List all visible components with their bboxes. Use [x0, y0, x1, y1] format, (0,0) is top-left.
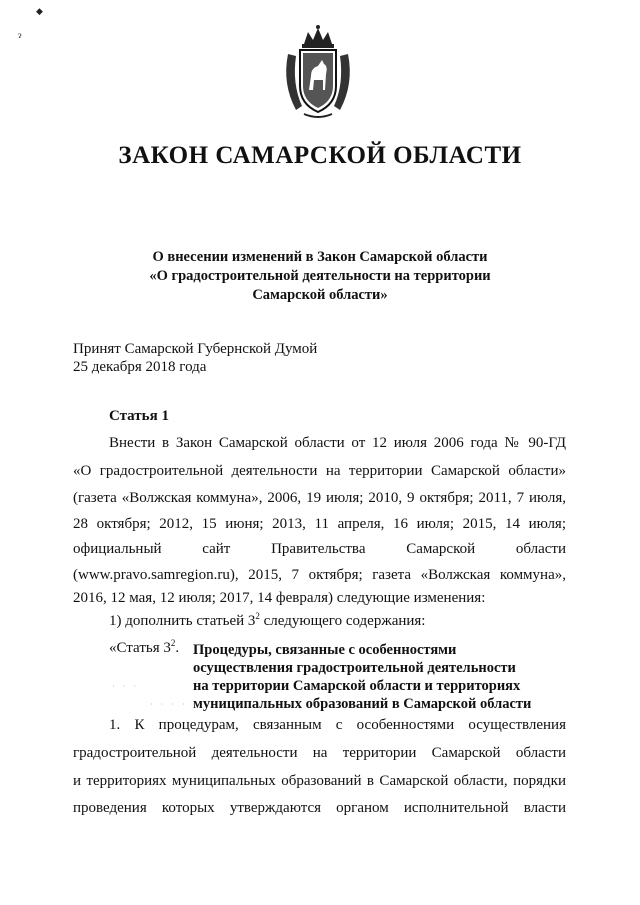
article-1-line: 28 октября; 2012, 15 июня; 2013, 11 апреля, 16 июля; 2015, 14 июля;: [73, 516, 566, 532]
amendment-text: 1) дополнить статьей 3: [109, 613, 256, 629]
article-3-2-line: градостроительной деятельности на территории Самарской области: [73, 745, 566, 761]
article-title-line: Процедуры, связанные с особенностями: [193, 642, 457, 658]
article-3-2-label: [109, 640, 179, 657]
article-3-2-line: проведения которых утверждаются органом исполнительной власти: [73, 800, 566, 816]
adoption-info: [73, 340, 317, 376]
article-label-text: .: [175, 640, 180, 656]
subject-line: О внесении изменений в Закон Самарской области: [152, 249, 488, 265]
law-title: ЗАКОН САМАРСКОЙ ОБЛАСТИ: [118, 142, 522, 169]
article-title-line: муниципальных образований в Самарской области: [193, 696, 532, 712]
article-1-line: 2016, 12 мая, 12 июля; 2017, 14 февраля) следующие изменения:: [73, 590, 486, 606]
amendment-item-1: [109, 613, 425, 630]
law-subject: [70, 248, 570, 305]
article-1-line: Внести в Закон Самарской области от 12 июля 2006 года № 90-ГД: [109, 435, 566, 451]
superscript: 2: [170, 638, 176, 648]
article-3-2-line: и территориях муниципальных образований в Самарской области, порядки: [73, 773, 566, 789]
scan-speck: ɂ: [18, 30, 22, 40]
adoption-date: 25 декабря 2018 года: [73, 359, 207, 375]
article-1-line: (газета «Волжская коммуна», 2006, 19 июля; 2010, 9 октября; 2011, 7 июля,: [73, 490, 566, 506]
superscript: 2: [255, 611, 260, 621]
article-3-2-line: 1. К процедурам, связанным с особенностями осуществления: [109, 717, 566, 733]
scan-noise: · · · · ·: [150, 700, 199, 709]
amendment-text: следующего содержания:: [259, 613, 426, 629]
scan-noise: · · ·: [112, 682, 139, 691]
subject-line: «О градостроительной деятельности на территории: [149, 268, 491, 284]
article-1-line: «О градостроительной деятельности на территории Самарской области»: [73, 463, 566, 479]
coat-of-arms-emblem: [278, 24, 358, 120]
scan-speck: ◆: [36, 6, 43, 16]
article-label-text: «Статья 3: [109, 640, 171, 656]
article-title-line: осуществления градостроительной деятельности: [193, 660, 516, 676]
adoption-body: Принят Самарской Губернской Думой: [73, 341, 318, 357]
article-1-heading: Статья 1: [109, 408, 169, 424]
article-1-line: официальный сайт Правительства Самарской области: [73, 541, 566, 557]
article-3-2-title: [193, 641, 531, 713]
article-1-line: (www.pravo.samregion.ru), 2015, 7 октября; газета «Волжская коммуна»,: [73, 567, 566, 583]
subject-line: Самарской области»: [252, 287, 388, 303]
article-title-line: на территории Самарской области и территориях: [193, 678, 521, 694]
